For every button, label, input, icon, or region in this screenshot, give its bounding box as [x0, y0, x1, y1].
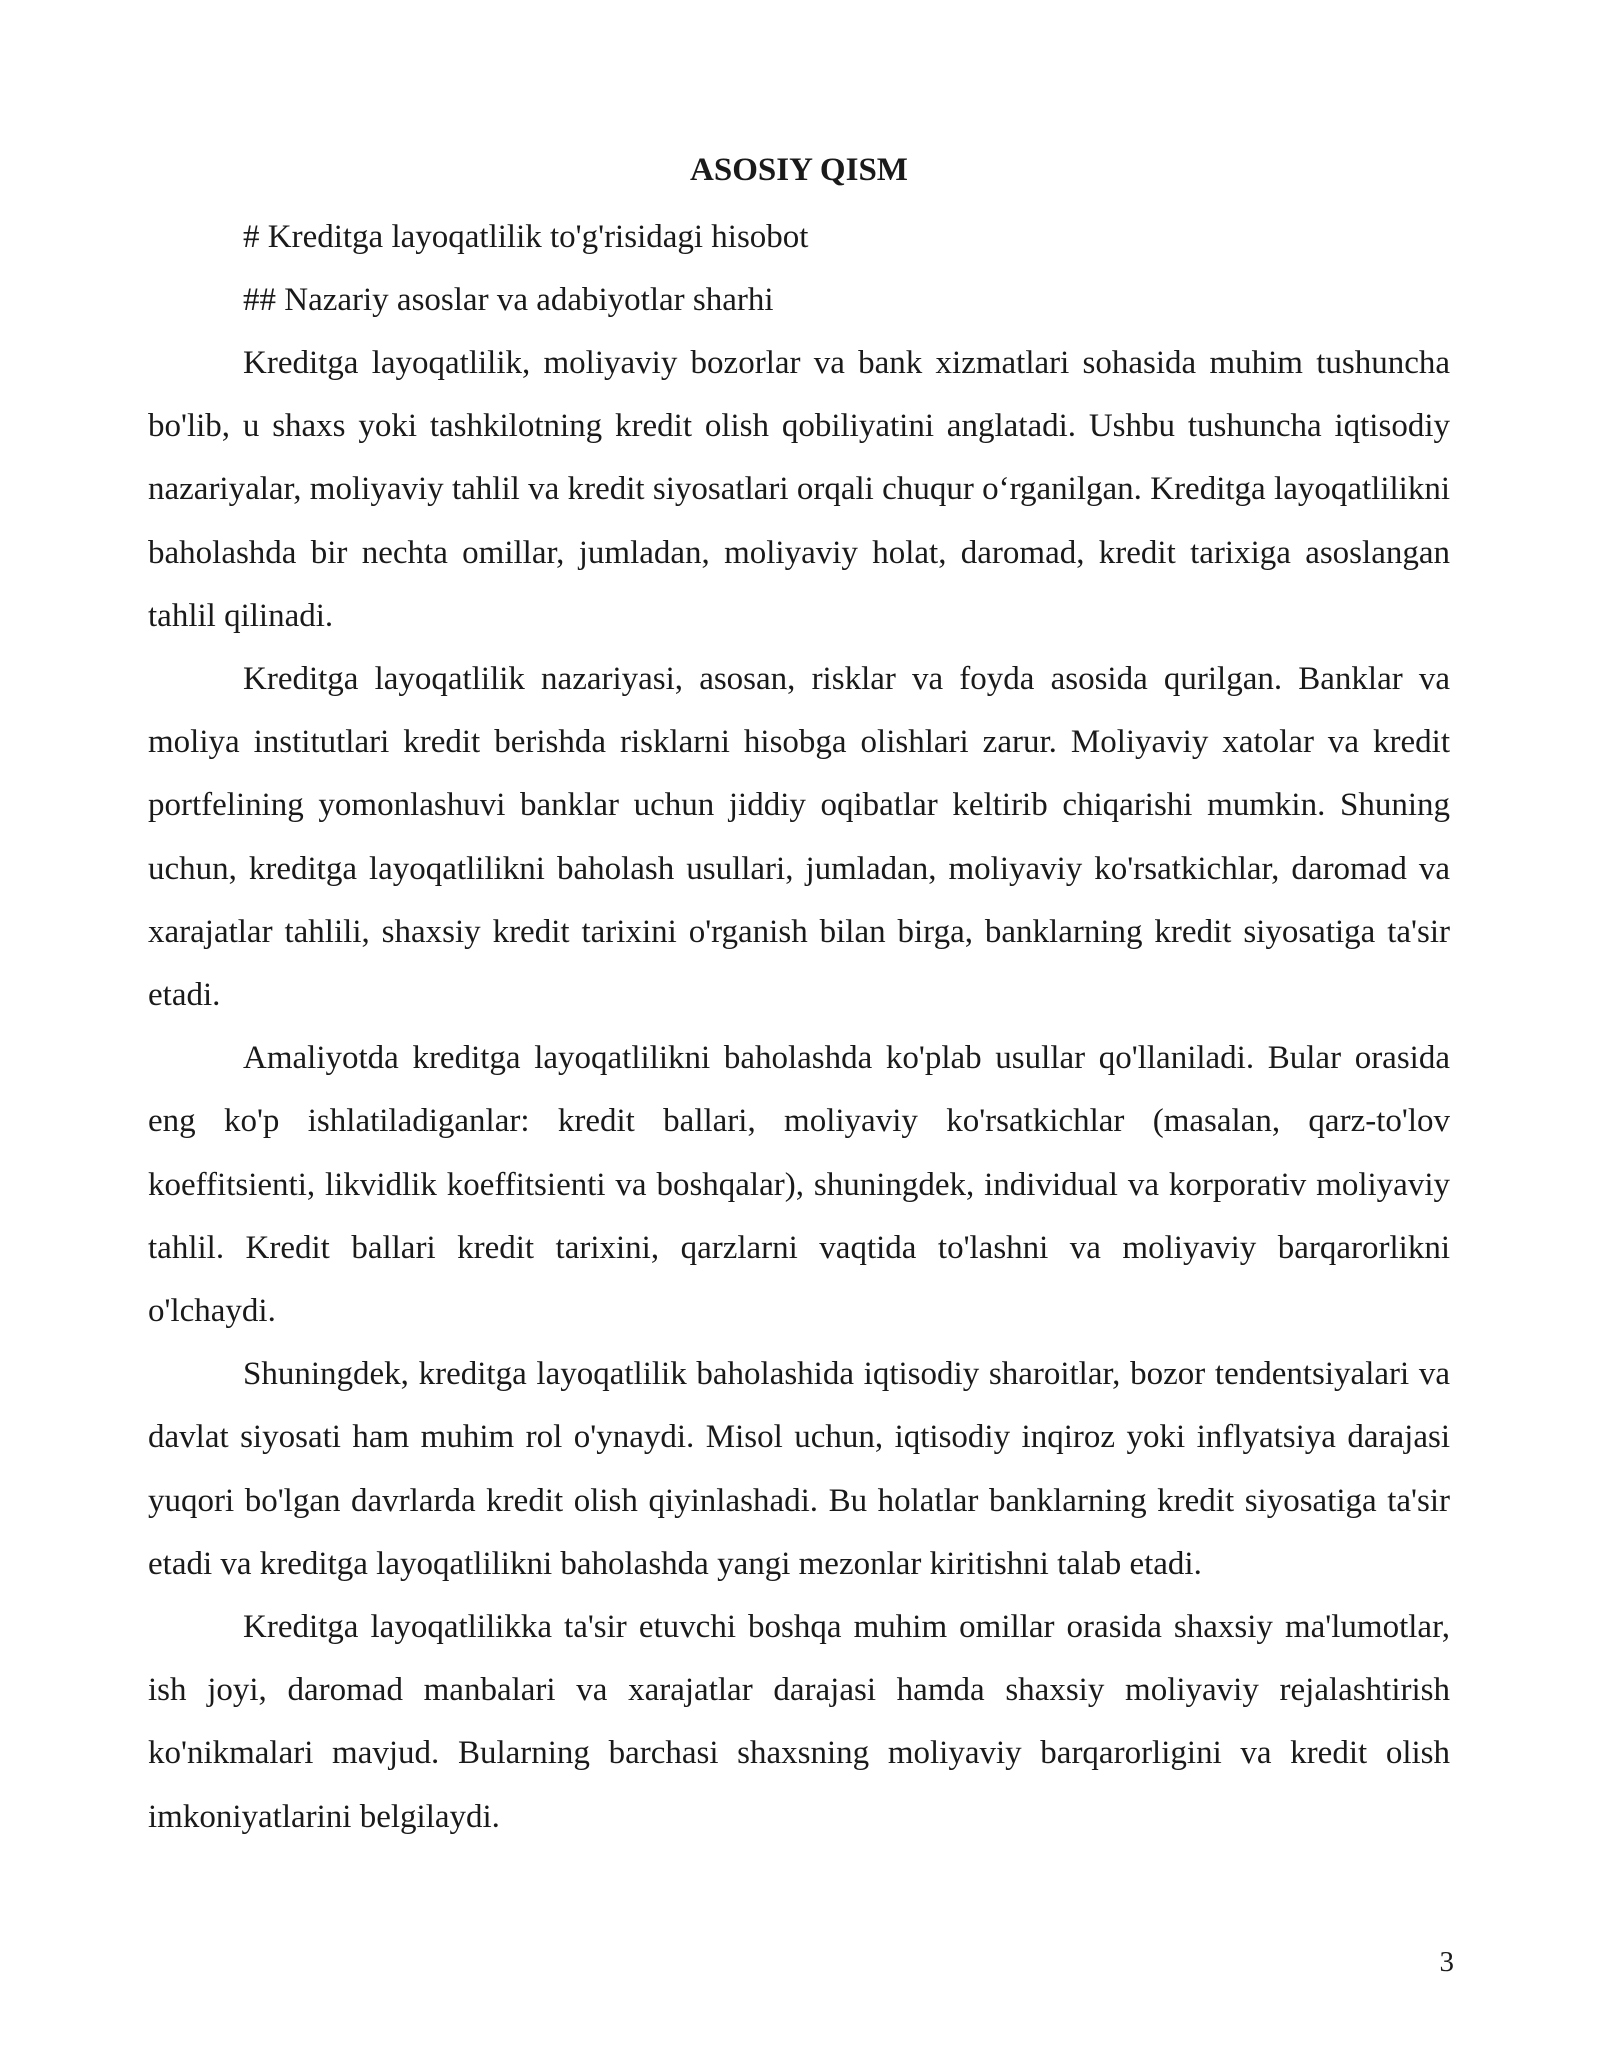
page-title: ASOSIY QISM: [690, 152, 908, 188]
page-number: 3: [1439, 1946, 1454, 1978]
paragraph: Shuningdek, kreditga layoqatlilik baholashida iqtisodiy sharoitlar, bozor tendentsiyalari va davlat siyosati ham muhim rol o'ynaydi. Misol uchun, iqtisodiy inqiroz yoki inflyatsiya darajasi yuqori bo'lgan davrlarda kredit olish qiyinlashadi. Bu holatlar banklarning kredit siyosatiga ta'sir etadi va kreditga layoqatlilikni baholashda yangi mezonlar kiritishni talab etadi.: [148, 1356, 1450, 1582]
report-heading: # Kreditga layoqatlilik to'g'risidagi hisobot: [243, 219, 809, 255]
paragraph: Kreditga layoqatlilikka ta'sir etuvchi boshqa muhim omillar orasida shaxsiy ma'lumotlar, ish joyi, daromad manbalari va xarajatlar darajasi hamda shaxsiy moliyaviy rejalashtirish ko'nikmalari mavjud. Bularning barchasi shaxsning moliyaviy barqarorligini va kredit olish imkoniyatlarini belgilaydi.: [148, 1609, 1450, 1835]
document-page: [148, 140, 1450, 1849]
paragraph: Amaliyotda kreditga layoqatlilikni baholashda ko'plab usullar qo'llaniladi. Bular orasida eng ko'p ishlatiladiganlar: kredit ballari, moliyaviy ko'rsatkichlar (masalan, qarz-to'lov koeffitsienti, likvidlik koeffitsienti va boshqalar), shuningdek, individual va korporativ moliyaviy tahlil. Kredit ballari kredit tarixini, qarzlarni vaqtida to'lashni va moliyaviy barqarorlikni o'lchaydi.: [148, 1040, 1450, 1330]
paragraph: Kreditga layoqatlilik, moliyaviy bozorlar va bank xizmatlari sohasida muhim tushuncha bo'lib, u shaxs yoki tashkilotning kredit olish qobiliyatini anglatadi. Ushbu tushuncha iqtisodiy nazariyalar, moliyaviy tahlil va kredit siyosatlari orqali chuqur o‘rganilgan. Kreditga layoqatlilikni baholashda bir nechta omillar, jumladan, moliyaviy holat, daromad, kredit tarixiga asoslangan tahlil qilinadi.: [148, 345, 1450, 634]
section-heading: ## Nazariy asoslar va adabiyotlar sharhi: [243, 282, 774, 318]
paragraph: Kreditga layoqatlilik nazariyasi, asosan, risklar va foyda asosida qurilgan. Banklar va moliya institutlari kredit berishda risklarni hisobga olishlari zarur. Moliyaviy xatolar va kredit portfelining yomonlashuvi banklar uchun jiddiy oqibatlar keltirib chiqarishi mumkin. Shuning uchun, kreditga layoqatlilikni baholash usullari, jumladan, moliyaviy ko'rsatkichlar, daromad va xarajatlar tahlili, shaxsiy kredit tarixini o'rganish bilan birga, banklarning kredit siyosatiga ta'sir etadi.: [148, 661, 1450, 1014]
